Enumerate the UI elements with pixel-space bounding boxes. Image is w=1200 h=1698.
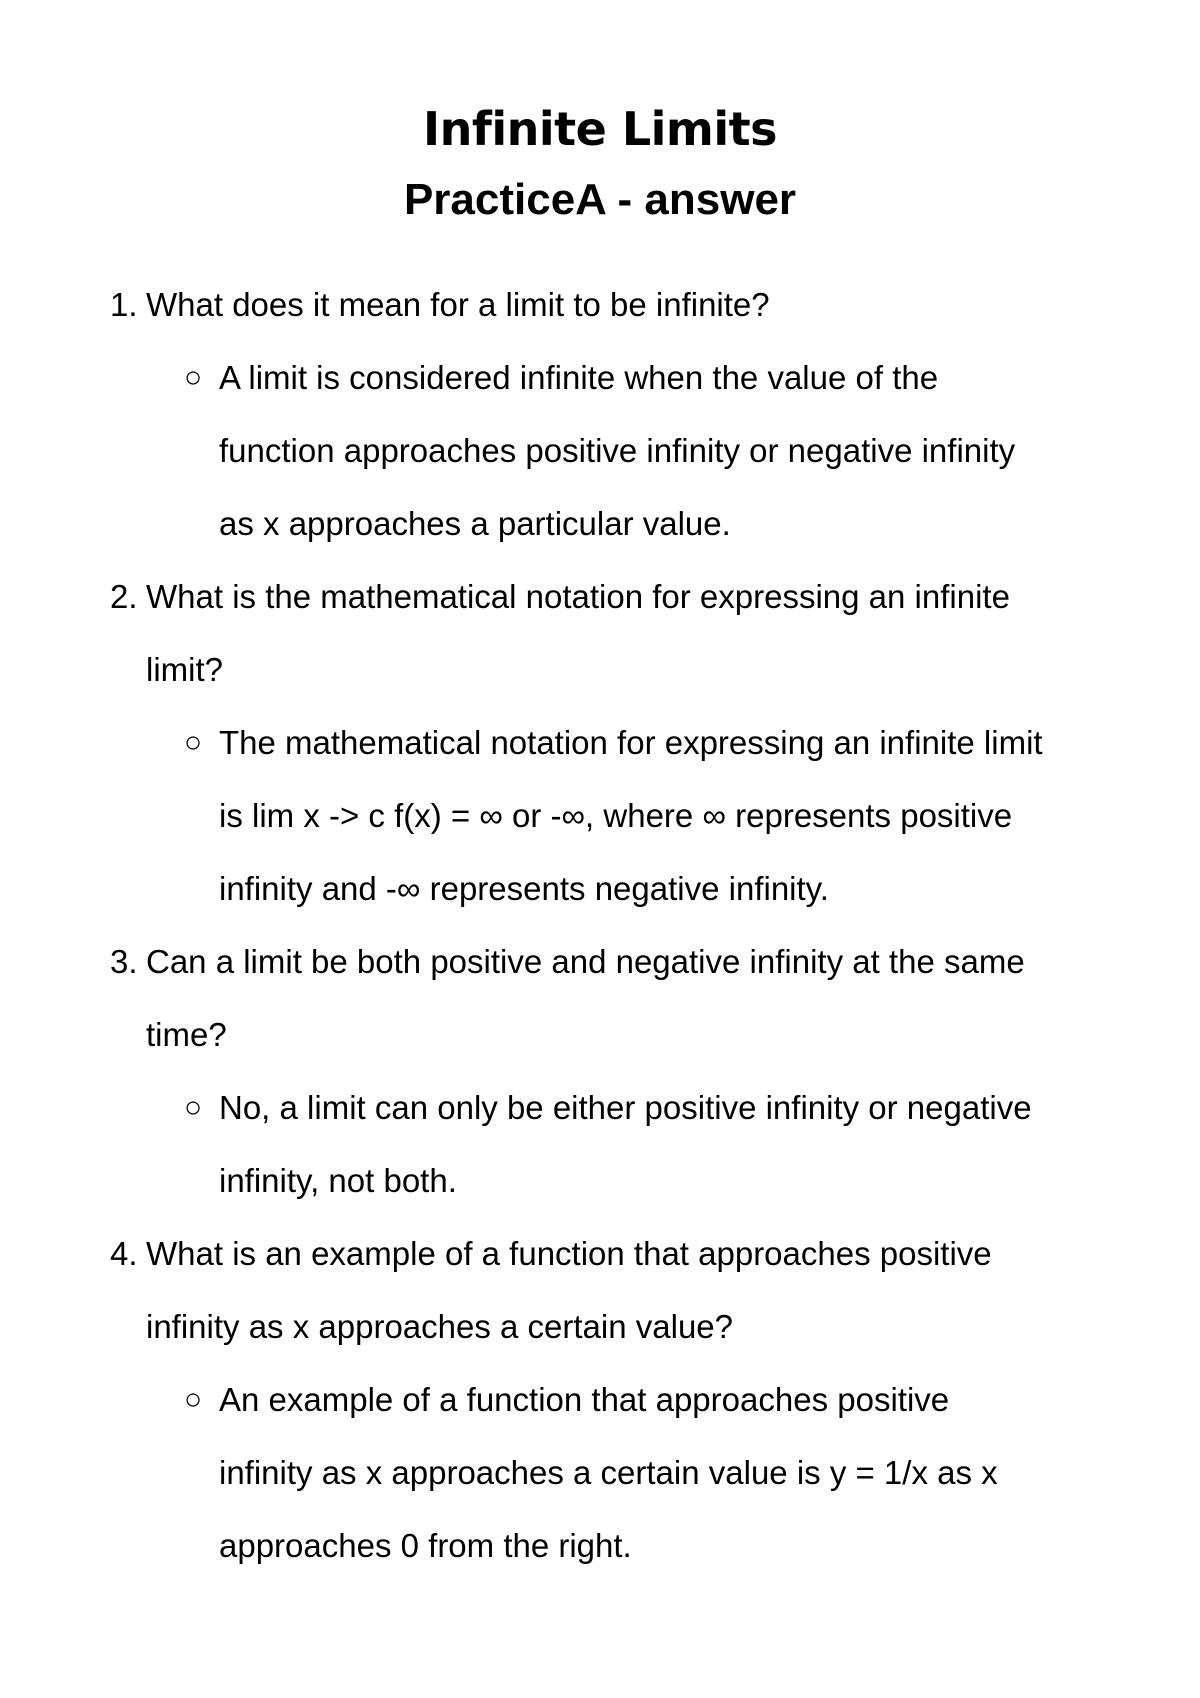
answer-text: approaches 0 from the right.: [219, 1527, 632, 1564]
hollow-bullet-icon: ○: [184, 1383, 203, 1416]
question-line: [0, 560, 1200, 633]
answer-line: [0, 1144, 1200, 1217]
answer-line: [0, 487, 1200, 560]
question-number: 2.: [110, 578, 138, 615]
question-text: time?: [146, 1016, 227, 1053]
document-subtitle: PracticeA - answer: [403, 175, 797, 224]
question-text: What is the mathematical notation for expressing an infinite: [146, 578, 1010, 615]
question-line: [0, 1290, 1200, 1363]
answer-text: as x approaches a particular value.: [219, 505, 731, 542]
hollow-bullet-icon: ○: [184, 1091, 203, 1124]
question-line: [0, 268, 1200, 341]
answer-text: No, a limit can only be either positive infinity or negative: [219, 1089, 1032, 1126]
answer-line: [0, 852, 1200, 925]
question-line: [0, 925, 1200, 998]
answer-text: function approaches positive infinity or negative infinity: [219, 432, 1016, 469]
question-text: Can a limit be both positive and negative infinity at the same: [146, 943, 1025, 980]
answer-text: An example of a function that approaches positive: [219, 1381, 950, 1418]
answer-line: [0, 414, 1200, 487]
hollow-bullet-icon: ○: [184, 361, 203, 394]
qa-list: [0, 268, 1200, 1582]
answer-text: infinity, not both.: [219, 1162, 457, 1199]
question-line: [0, 1217, 1200, 1290]
answer-line: [0, 779, 1200, 852]
answer-text: infinity and -∞ represents negative infinity.: [219, 870, 829, 907]
answer-text: is lim x -> c f(x) = ∞ or -∞, where ∞ represents positive: [219, 797, 1013, 834]
answer-line: [0, 1071, 1200, 1144]
question-text: limit?: [146, 651, 224, 688]
question-number: 3.: [110, 943, 138, 980]
answer-line: [0, 1436, 1200, 1509]
answer-text: The mathematical notation for expressing an infinite limit: [219, 724, 1043, 761]
hollow-bullet-icon: ○: [184, 726, 203, 759]
question-line: [0, 633, 1200, 706]
answer-text: infinity as x approaches a certain value is y = 1/x as x: [219, 1454, 998, 1491]
answer-text: A limit is considered infinite when the value of the: [219, 359, 939, 396]
question-line: [0, 998, 1200, 1071]
answer-line: [0, 1363, 1200, 1436]
document-title: Infinite Limits: [422, 102, 777, 156]
answer-line: [0, 706, 1200, 779]
question-text: What is an example of a function that approaches positive: [146, 1235, 992, 1272]
answer-line: [0, 341, 1200, 414]
question-text: infinity as x approaches a certain value?: [146, 1308, 734, 1345]
question-number: 1.: [110, 286, 138, 323]
question-text: What does it mean for a limit to be infinite?: [146, 286, 770, 323]
question-number: 4.: [110, 1235, 138, 1272]
answer-line: [0, 1509, 1200, 1582]
